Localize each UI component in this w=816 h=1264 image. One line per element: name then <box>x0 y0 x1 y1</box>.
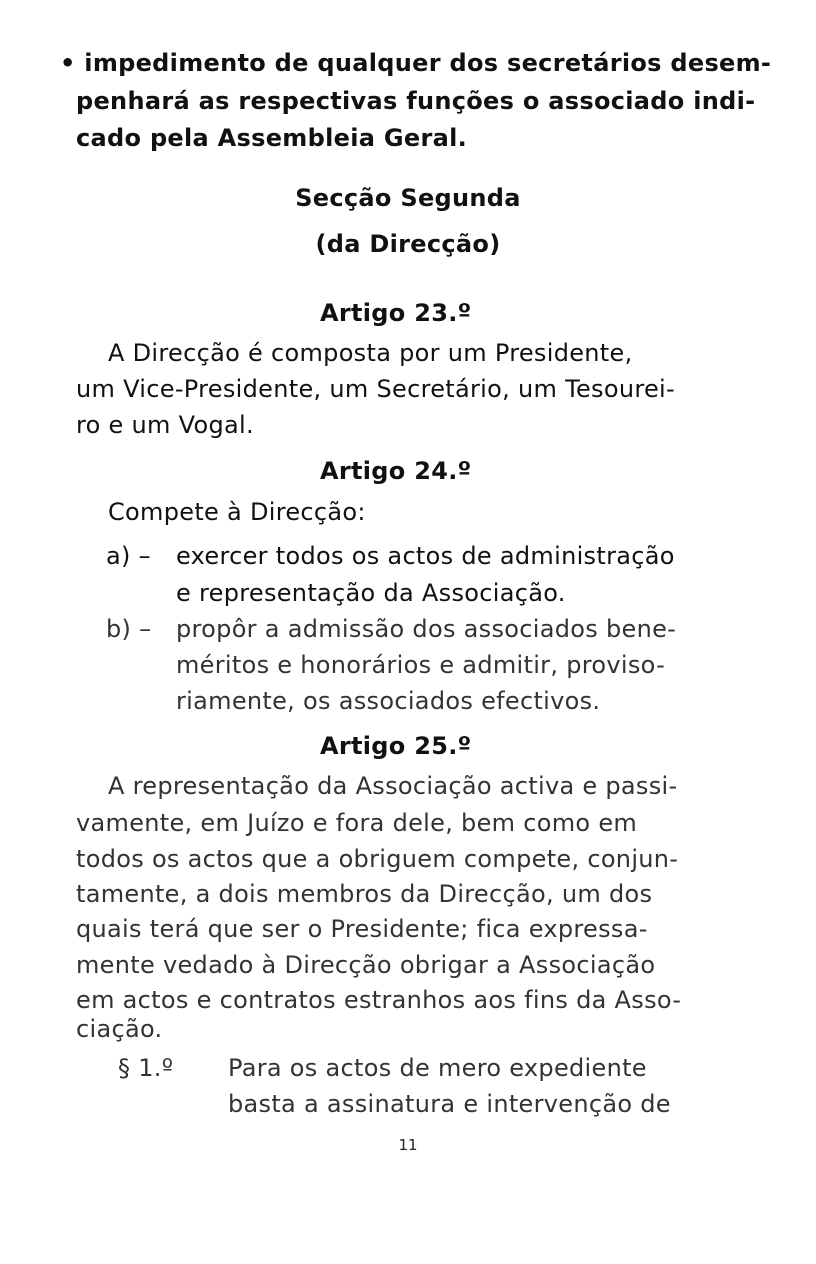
article-25-line-4: tamente, a dois membros da Direcção, um dos <box>76 880 653 908</box>
article-25-line-8: ciação. <box>76 1015 163 1043</box>
article-24-item-a-line-2: e representação da Associação. <box>176 579 566 607</box>
article-24-item-b-line-1: propôr a admissão dos associados bene- <box>176 615 677 643</box>
article-25-line-7: em actos e contratos estranhos aos fins da Asso- <box>76 986 682 1014</box>
article-23-line-1: A Direcção é composta por um Presidente, <box>108 339 633 367</box>
section-subtitle: (da Direcção) <box>315 230 501 258</box>
paragraph-1-line-2: basta a assinatura e intervenção de <box>228 1090 671 1118</box>
article-24-item-a-line-1: exercer todos os actos de administração <box>176 542 675 570</box>
article-24-intro: Compete à Direcção: <box>108 498 366 526</box>
article-24-heading: Artigo 24.º <box>320 457 472 485</box>
article-23-line-3: ro e um Vogal. <box>76 411 254 439</box>
intro-line-3: cado pela Assembleia Geral. <box>76 124 468 152</box>
intro-line-2: penhará as respectivas funções o associado indi- <box>76 87 756 115</box>
page-number: 11 <box>398 1136 418 1154</box>
paragraph-1-line-1: Para os actos de mero expediente <box>228 1054 647 1082</box>
article-25-line-5: quais terá que ser o Presidente; fica expressa- <box>76 915 648 943</box>
article-25-line-1: A representação da Associação activa e passi- <box>108 772 678 800</box>
article-24-item-a-marker: a) – <box>106 542 151 570</box>
article-23-line-2: um Vice-Presidente, um Secretário, um Tesourei- <box>76 375 675 403</box>
paragraph-1-marker: § 1.º <box>118 1054 174 1082</box>
article-24-item-b-line-2: méritos e honorários e admitir, proviso- <box>176 651 666 679</box>
article-24-item-b-line-3: riamente, os associados efectivos. <box>176 687 601 715</box>
article-25-heading: Artigo 25.º <box>320 732 472 760</box>
article-23-heading: Artigo 23.º <box>320 299 472 327</box>
article-25-line-2: vamente, em Juízo e fora dele, bem como em <box>76 809 638 837</box>
intro-line-1: • impedimento de qualquer dos secretários desem- <box>60 49 772 77</box>
article-25-line-3: todos os actos que a obriguem compete, conjun- <box>76 845 679 873</box>
section-title: Secção Segunda <box>295 184 521 212</box>
article-25-line-6: mente vedado à Direcção obrigar a Associação <box>76 951 656 979</box>
article-24-item-b-marker: b) – <box>106 615 152 643</box>
